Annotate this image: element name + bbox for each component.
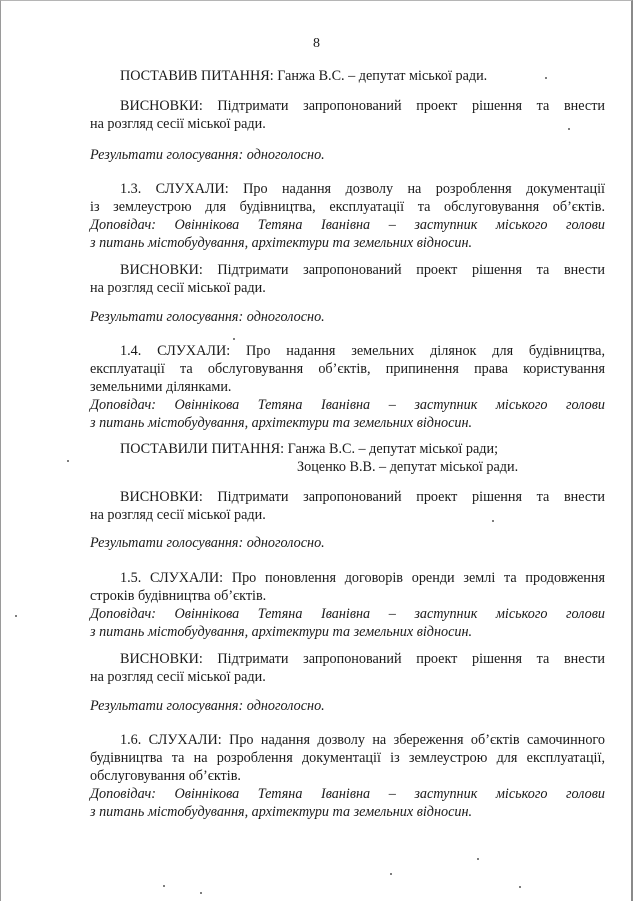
item-1-6-speaker-line: Доповідач: Овіннікова Тетяна Іванівна – заступник міського голови [90,786,605,802]
conclusions-block [90,97,605,133]
item-1-5-line-1: 1.5. СЛУХАЛИ: Про поновлення договорів оренди землі та продовження [120,570,605,586]
vote-result [90,697,605,715]
vote-result-line: Результати голосування: одноголосно. [90,535,325,551]
item-1-3-speaker-line: Доповідач: Овіннікова Тетяна Іванівна – заступник міського голови [90,217,605,233]
item-1-5-block [90,569,605,641]
conclusions-block [90,261,605,297]
conclusions-line-1: ВИСНОВКИ: Підтримати запропонований проект рішення та внести [120,489,605,505]
item-1-3-line-2: із землеустрою для будівництва, експлуатації та обслуговування об’єктів. [90,199,605,215]
item-1-4-line-1: 1.4. СЛУХАЛИ: Про надання земельних ділянок для будівництва, [120,343,605,359]
scan-speck [15,615,17,617]
conclusions-block [90,488,605,524]
scan-speck [390,873,392,875]
item-1-6-line-3: обслуговування об’єктів. [90,768,241,784]
vote-result-line: Результати голосування: одноголосно. [90,309,325,325]
scan-speck [200,892,202,894]
scan-speck [67,460,69,462]
item-1-6-speaker-role: з питань містобудування, архітектури та земельних відносин. [90,804,473,820]
item-1-6-line-2: будівництва та на розроблення документації із землеустрою для експлуатації, [90,750,605,766]
conclusions-line-1: ВИСНОВКИ: Підтримати запропонований проект рішення та внести [120,262,605,278]
conclusions-line-1: ВИСНОВКИ: Підтримати запропонований проект рішення та внести [120,98,605,114]
vote-result-line: Результати голосування: одноголосно. [90,698,325,714]
scan-speck [492,520,494,522]
vote-result [90,308,605,326]
item-1-5-line-2: строків будівництва об’єктів. [90,588,267,604]
item-1-4-line-2: експлуатації та обслуговування об’єктів, припинення права користування [90,361,605,377]
scan-speck [163,885,165,887]
item-1-4-line-3: земельними ділянками. [90,379,232,395]
item-1-3-block [90,180,605,252]
item-1-4-block [90,342,605,432]
scan-speck [519,886,521,888]
conclusions-line-2: на розгляд сесії міської ради. [90,669,266,685]
raised-questions-line-2: Зоценко В.В. – депутат міської ради. [297,459,519,475]
scan-speck [568,128,570,130]
conclusions-line-2: на розгляд сесії міської ради. [90,116,266,132]
item-1-6-line-1: 1.6. СЛУХАЛИ: Про надання дозволу на збереження об’єктів самочинного [120,732,605,748]
raised-question-block [90,67,605,85]
conclusions-block [90,650,605,686]
item-1-4-speaker-role: з питань містобудування, архітектури та земельних відносин. [90,415,473,431]
conclusions-line-1: ВИСНОВКИ: Підтримати запропонований проект рішення та внести [120,651,605,667]
raised-questions-block [90,440,605,458]
item-1-4-speaker-line: Доповідач: Овіннікова Тетяна Іванівна – заступник міського голови [90,397,605,413]
scan-speck [477,858,479,860]
page-number: 8 [313,36,320,51]
item-1-6-block [90,731,605,821]
item-1-3-speaker-role: з питань містобудування, архітектури та земельних відносин. [90,235,473,251]
scan-speck [545,77,547,79]
item-1-5-speaker-role: з питань містобудування, архітектури та земельних відносин. [90,624,473,640]
vote-result-line: Результати голосування: одноголосно. [90,147,325,163]
raised-questions-line-1: ПОСТАВИЛИ ПИТАННЯ: Ганжа В.С. – депутат міської ради; [120,441,499,457]
item-1-5-speaker-line: Доповідач: Овіннікова Тетяна Іванівна – заступник міського голови [90,606,605,622]
conclusions-line-2: на розгляд сесії міської ради. [90,280,266,296]
raised-question-line: ПОСТАВИВ ПИТАННЯ: Ганжа В.С. – депутат міської ради. [120,68,488,84]
scan-speck [233,338,235,340]
vote-result [90,146,605,164]
item-1-3-line-1: 1.3. СЛУХАЛИ: Про надання дозволу на розроблення документації [120,181,605,197]
conclusions-line-2: на розгляд сесії міської ради. [90,507,266,523]
vote-result [90,534,605,552]
